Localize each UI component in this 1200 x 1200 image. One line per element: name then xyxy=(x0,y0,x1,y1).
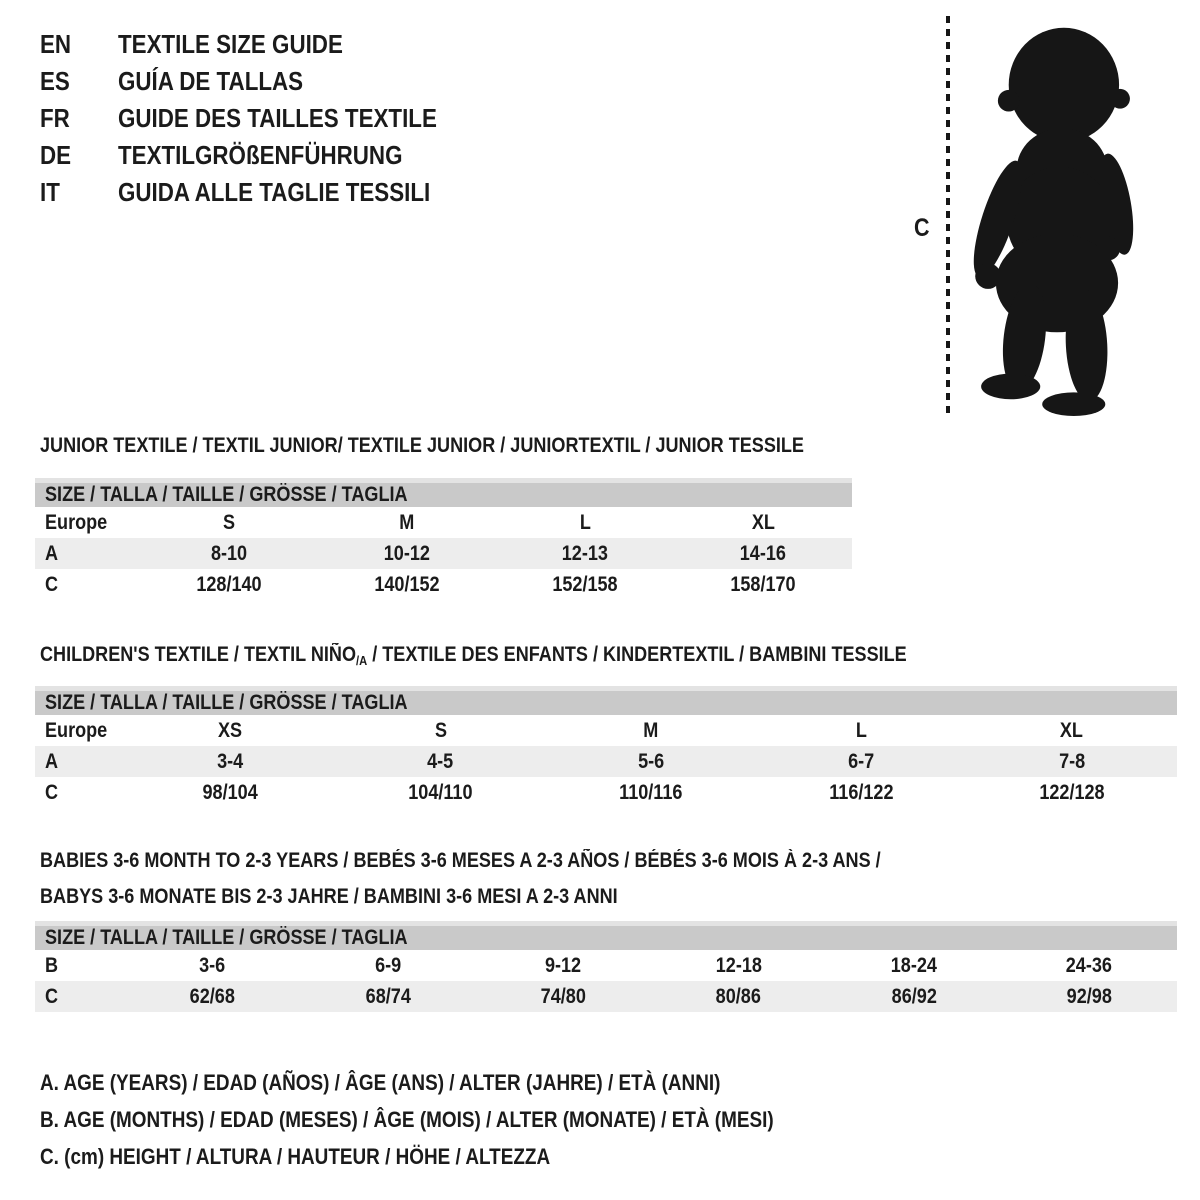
table-cell: 5-6 xyxy=(637,749,665,773)
table-cell: 24-36 xyxy=(1066,953,1113,977)
table-cell: 86/92 xyxy=(891,984,937,1008)
legend-height-cm: C. (cm) HEIGHT / ALTURA / HAUTEUR / HÖHE / ALTEZZA xyxy=(40,1144,551,1169)
language-title: GUIDA ALLE TAGLIE TESSILI xyxy=(118,177,431,207)
language-code: ES xyxy=(40,66,70,96)
language-row-en xyxy=(40,26,489,63)
table-cell: XL xyxy=(1060,718,1084,742)
babies-size-table xyxy=(35,921,1177,1012)
table-cell: 68/74 xyxy=(365,984,411,1008)
table-row xyxy=(35,777,1177,808)
table-cell: 122/128 xyxy=(1039,780,1105,804)
table-row xyxy=(35,950,1177,981)
table-cell: 12-13 xyxy=(561,541,609,565)
table-cell: 6-7 xyxy=(848,749,875,773)
size-header-label: SIZE / TALLA / TAILLE / GRÖSSE / TAGLIA xyxy=(45,691,408,714)
table-cell: 4-5 xyxy=(427,749,454,773)
language-row-it xyxy=(40,174,489,211)
junior-size-table-header xyxy=(35,478,852,507)
table-row xyxy=(35,569,852,600)
table-row xyxy=(35,746,1177,777)
table-cell: 110/116 xyxy=(619,780,683,804)
table-cell: 92/98 xyxy=(1066,984,1112,1008)
legend-age-years: A. AGE (YEARS) / EDAD (AÑOS) / ÂGE (ANS) / ALTER (JAHRE) / ETÀ (ANNI) xyxy=(40,1070,721,1095)
junior-size-table xyxy=(35,478,852,600)
language-code: DE xyxy=(40,140,72,170)
table-cell: Europe xyxy=(45,510,108,534)
children-size-table xyxy=(35,686,1177,808)
table-cell: 152/158 xyxy=(552,572,618,596)
table-cell: 116/122 xyxy=(829,780,894,804)
language-title: TEXTILGRÖßENFÜHRUNG xyxy=(118,140,403,170)
table-cell: 6-9 xyxy=(374,953,402,977)
table-cell: 3-6 xyxy=(199,953,226,977)
table-row xyxy=(35,538,852,569)
table-cell: C xyxy=(45,984,59,1008)
table-cell: S xyxy=(222,510,236,534)
language-title-list xyxy=(40,26,489,211)
table-cell: C xyxy=(45,572,59,596)
table-row xyxy=(35,715,1177,746)
table-cell: 9-12 xyxy=(545,953,582,977)
language-row-es xyxy=(40,63,489,100)
table-row xyxy=(35,981,1177,1012)
baby-silhouette-icon xyxy=(962,14,1152,418)
table-cell: 12-18 xyxy=(715,953,762,977)
babies-section-title-line2: BABYS 3-6 MONATE BIS 2-3 JAHRE / BAMBINI 3-6 MESI A 2-3 ANNI xyxy=(40,885,618,908)
language-code: FR xyxy=(40,103,70,133)
table-cell: 3-4 xyxy=(217,749,244,773)
table-cell: 104/110 xyxy=(408,780,473,804)
table-cell: 74/80 xyxy=(540,984,586,1008)
table-cell: 8-10 xyxy=(210,541,248,565)
table-cell: 140/152 xyxy=(374,572,440,596)
babies-size-table-header xyxy=(35,921,1177,950)
language-code: IT xyxy=(40,177,60,207)
children-section-title: CHILDREN'S TEXTILE / TEXTIL NIÑO/A / TEXTILE DES ENFANTS / KINDERTEXTIL / BAMBINI TESSILE xyxy=(40,643,907,668)
table-cell: A xyxy=(45,541,59,565)
table-cell: L xyxy=(579,510,591,534)
language-title: GUÍA DE TALLAS xyxy=(118,66,304,96)
table-row xyxy=(35,507,852,538)
language-row-de xyxy=(40,137,489,174)
babies-section-title-line1: BABIES 3-6 MONTH TO 2-3 YEARS / BEBÉS 3-6 MESES A 2-3 AÑOS / BÉBÉS 3-6 MOIS À 2-3 ANS / xyxy=(40,849,881,872)
table-cell: 80/86 xyxy=(716,984,762,1008)
table-cell: 7-8 xyxy=(1058,749,1085,773)
table-cell: S xyxy=(434,718,447,742)
table-cell: 98/104 xyxy=(202,780,258,804)
height-measure-label: C xyxy=(914,214,930,242)
size-header-label: SIZE / TALLA / TAILLE / GRÖSSE / TAGLIA xyxy=(45,926,408,949)
table-cell: M xyxy=(643,718,659,742)
table-cell: Europe xyxy=(45,718,108,742)
table-cell: B xyxy=(45,953,59,977)
children-size-table-header xyxy=(35,686,1177,715)
language-title: TEXTILE SIZE GUIDE xyxy=(118,29,343,59)
table-cell: XS xyxy=(218,718,243,742)
table-cell: 10-12 xyxy=(383,541,431,565)
legend-age-months: B. AGE (MONTHS) / EDAD (MESES) / ÂGE (MOIS) / ALTER (MONATE) / ETÀ (MESI) xyxy=(40,1107,774,1132)
table-cell: A xyxy=(45,749,59,773)
table-cell: 62/68 xyxy=(190,984,236,1008)
table-cell: M xyxy=(399,510,415,534)
table-cell: C xyxy=(45,780,59,804)
table-cell: 128/140 xyxy=(196,572,262,596)
table-cell: 158/170 xyxy=(730,572,796,596)
junior-section-title: JUNIOR TEXTILE / TEXTIL JUNIOR/ TEXTILE JUNIOR / JUNIORTEXTIL / JUNIOR TESSILE xyxy=(40,434,804,457)
language-code: EN xyxy=(40,29,72,59)
table-cell: L xyxy=(855,718,867,742)
table-cell: 14-16 xyxy=(739,541,787,565)
table-cell: 18-24 xyxy=(890,953,938,977)
language-row-fr xyxy=(40,100,489,137)
language-title: GUIDE DES TAILLES TEXTILE xyxy=(118,103,437,133)
size-header-label: SIZE / TALLA / TAILLE / GRÖSSE / TAGLIA xyxy=(45,483,408,506)
height-measure-dashed-line xyxy=(946,16,950,416)
table-cell: XL xyxy=(751,510,775,534)
